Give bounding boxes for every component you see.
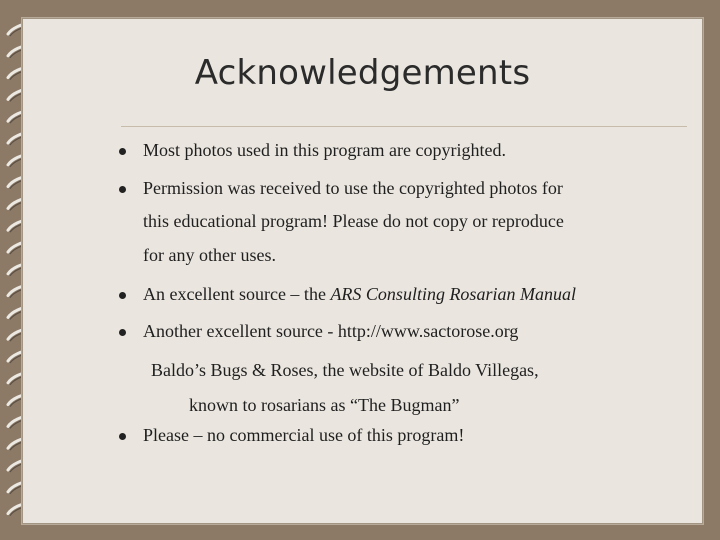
slide-page xyxy=(22,18,703,524)
bullet-2-line-3: for any other uses. xyxy=(143,245,276,265)
bullet-dot-icon xyxy=(119,148,126,155)
bullet-2-line-1: Permission was received to use the copyrighted photos for xyxy=(143,178,563,198)
bullet-3-italic-title: ARS Consulting Rosarian Manual xyxy=(330,284,576,304)
bullet-1-text: Most photos used in this program are copyrighted. xyxy=(143,140,506,160)
slide-title: Acknowledgements xyxy=(194,53,531,93)
bullet-dot-icon xyxy=(119,292,126,299)
bullet-4-line-3: known to rosarians as “The Bugman” xyxy=(189,395,460,415)
bullet-dot-icon xyxy=(119,186,126,193)
title-divider xyxy=(121,126,687,127)
bullet-dot-icon xyxy=(119,329,126,336)
bullet-4-line-2: Baldo’s Bugs & Roses, the website of Baldo Villegas, xyxy=(151,360,539,380)
bullet-4-line-1: Another excellent source - http://www.sactorose.org xyxy=(143,321,519,341)
bullet-3-prefix: An excellent source – the xyxy=(143,284,331,304)
bullet-2-line-2: this educational program! Please do not copy or reproduce xyxy=(143,211,564,231)
bullet-dot-icon xyxy=(119,433,126,440)
bullet-3-text xyxy=(143,284,576,305)
bullet-5-text: Please – no commercial use of this program! xyxy=(143,425,465,445)
